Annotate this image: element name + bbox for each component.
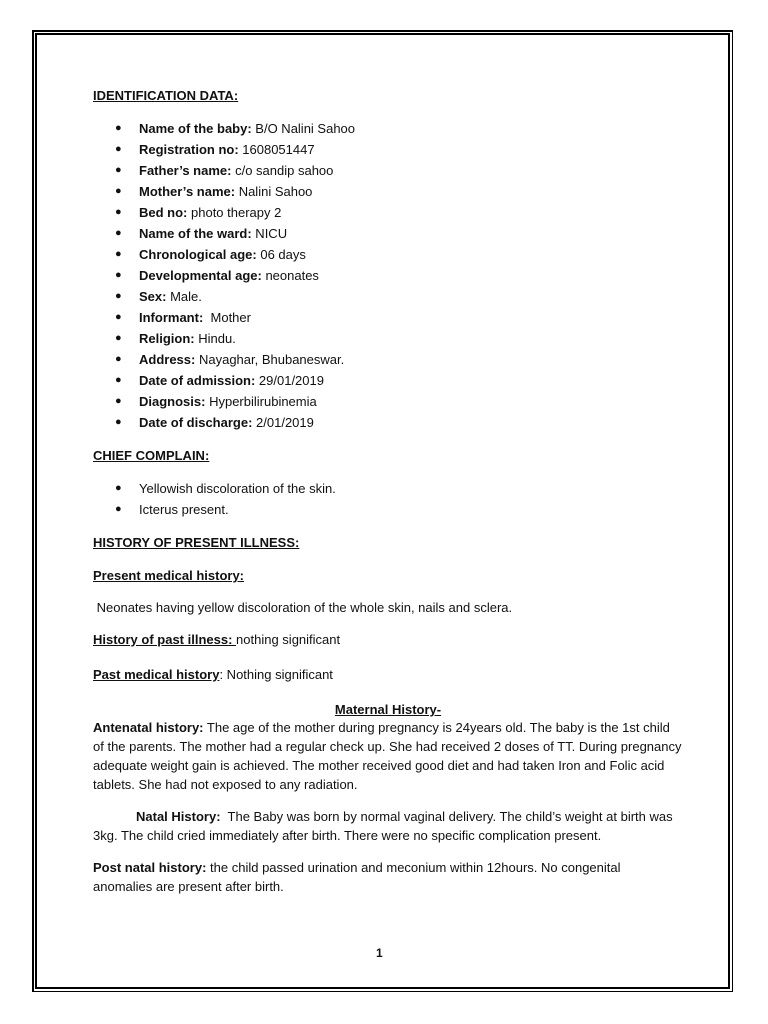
natal-paragraph [93, 807, 683, 845]
bullet-icon: ● [115, 332, 122, 344]
present-medical-subheading: Present medical history: [93, 568, 244, 583]
bullet-icon: ● [115, 482, 122, 494]
identification-heading: IDENTIFICATION DATA: [93, 88, 239, 103]
antenatal-text: The age of the mother during pregnancy is 24years old. The baby is the 1st child of the parents. The mother had a regular check up. She had received 2 doses of TT. During pregnancy adequate weight gain is achieved. The mother received good diet and had taken Iron and Folic acid tablets. She had not exposed to any radiation. [93, 720, 682, 792]
antenatal-label: Antenatal history: [93, 720, 204, 735]
bullet-icon: ● [115, 248, 122, 260]
past-medical-line [93, 665, 683, 685]
bullet-icon: ● [115, 311, 122, 323]
history-present-heading: HISTORY OF PRESENT ILLNESS: [93, 535, 300, 550]
bullet-icon: ● [115, 269, 122, 281]
page-number: 1 [376, 946, 383, 960]
natal-text: The Baby was born by normal vaginal delivery. The child’s weight at birth was 3kg. The child cried immediately after birth. There were no specific complication present. [93, 809, 677, 843]
past-medical-label: Past medical history [93, 667, 220, 682]
chief-complain-list [93, 478, 683, 520]
bullet-icon: ● [115, 227, 122, 239]
list-item: ● Icterus present. [93, 499, 683, 520]
bullet-icon: ● [115, 290, 122, 302]
list-item: ● Mother’s name: Nalini Sahoo [93, 181, 683, 202]
bullet-icon: ● [115, 353, 122, 365]
bullet-icon: ● [115, 185, 122, 197]
document-body [93, 86, 683, 896]
past-illness-label: History of past illness: [93, 632, 237, 647]
past-medical-value: : Nothing significant [219, 667, 333, 682]
bullet-icon: ● [115, 143, 122, 155]
natal-label: Natal History: [136, 809, 221, 824]
identification-list [93, 118, 683, 433]
postnatal-label: Post natal history: [93, 860, 207, 875]
bullet-icon: ● [115, 122, 122, 134]
chief-complain-heading: CHIEF COMPLAIN: [93, 448, 210, 463]
postnatal-text: the child passed urination and meconium within 12hours. No congenital anomalies are present after birth. [93, 860, 621, 894]
postnatal-paragraph [93, 858, 683, 896]
bullet-icon: ● [115, 164, 122, 176]
bullet-icon: ● [115, 395, 122, 407]
list-item: ● Chronological age: 06 days [93, 244, 683, 265]
antenatal-paragraph [93, 718, 683, 794]
list-item: ● Father’s name: c/o sandip sahoo [93, 160, 683, 181]
list-item: ● Sex: Male. [93, 286, 683, 307]
past-illness-value: nothing significant [236, 632, 341, 647]
present-medical-text: Neonates having yellow discoloration of the whole skin, nails and sclera. [93, 600, 513, 615]
list-item: ● Religion: Hindu. [93, 328, 683, 349]
list-item: ● Name of the ward: NICU [93, 223, 683, 244]
maternal-heading: Maternal History- [334, 702, 442, 717]
list-item: ● Date of admission: 29/01/2019 [93, 370, 683, 391]
list-item: ● Registration no: 1608051447 [93, 139, 683, 160]
list-item: ● Diagnosis: Hyperbilirubinemia [93, 391, 683, 412]
bullet-icon: ● [115, 416, 122, 428]
list-item: ● Developmental age: neonates [93, 265, 683, 286]
past-illness-line [93, 630, 683, 650]
list-item: ● Address: Nayaghar, Bhubaneswar. [93, 349, 683, 370]
list-item: ● Name of the baby: B/O Nalini Sahoo [93, 118, 683, 139]
list-item: ● Yellowish discoloration of the skin. [93, 478, 683, 499]
list-item: ● Informant: Mother [93, 307, 683, 328]
bullet-icon: ● [115, 206, 122, 218]
list-item: ● Bed no: photo therapy 2 [93, 202, 683, 223]
bullet-icon: ● [115, 374, 122, 386]
bullet-icon: ● [115, 503, 122, 515]
list-item: ● Date of discharge: 2/01/2019 [93, 412, 683, 433]
